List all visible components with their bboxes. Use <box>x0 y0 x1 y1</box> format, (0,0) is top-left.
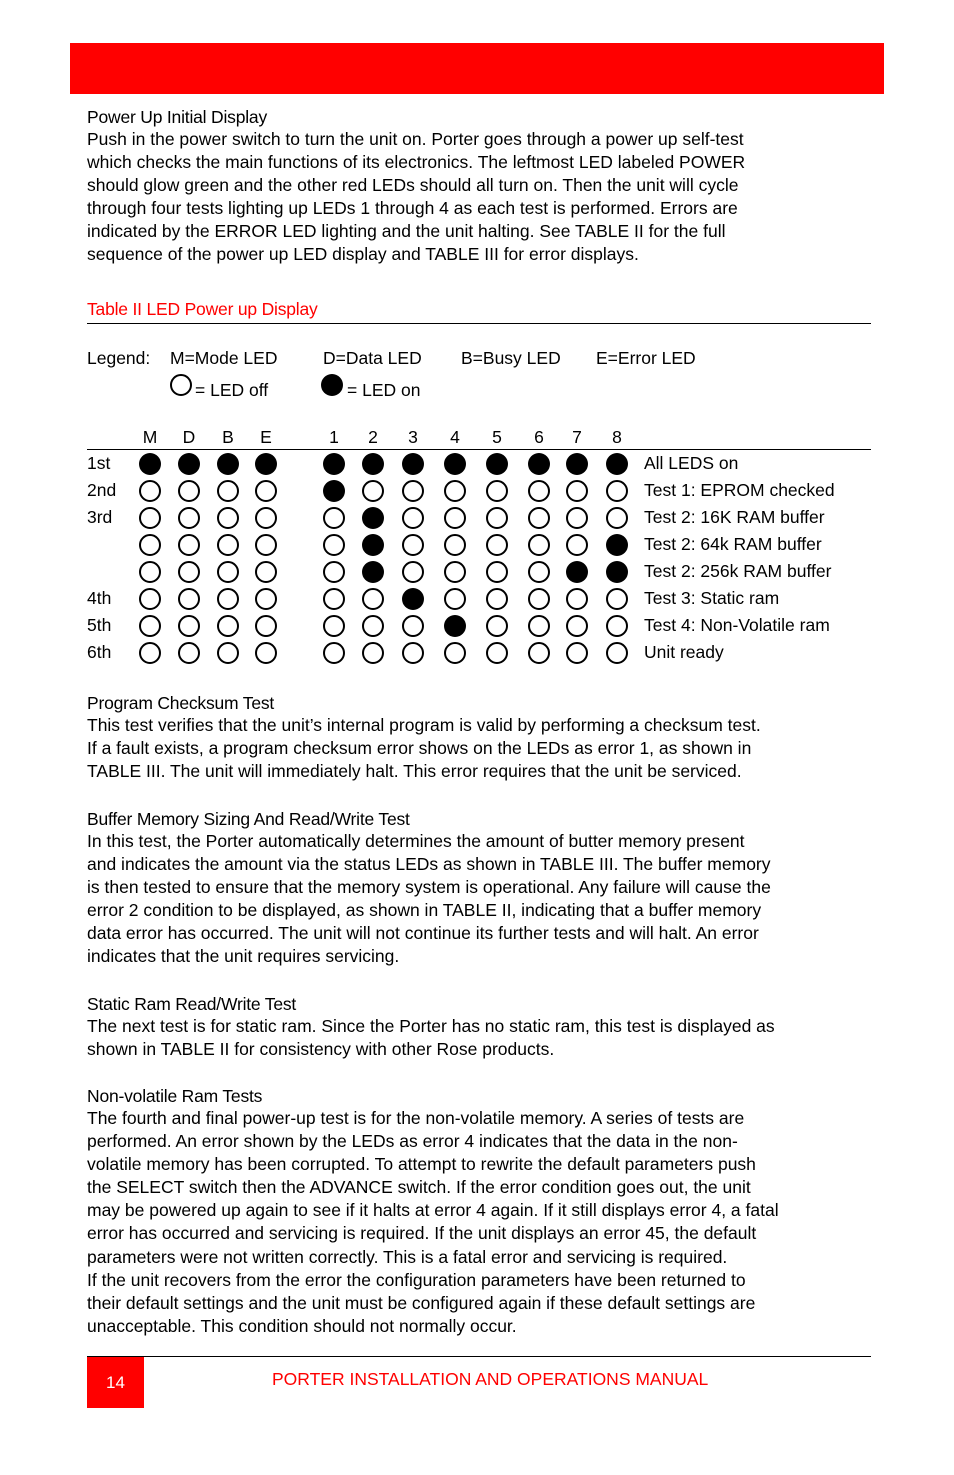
led-off-indicator <box>255 480 277 502</box>
legend-off: = LED off <box>195 380 269 400</box>
row-description: Test 3: Static ram <box>644 588 780 608</box>
led-off-indicator <box>566 642 588 664</box>
led-on-icon <box>321 374 343 396</box>
footer-title: PORTER INSTALLATION AND OPERATIONS MANUAL <box>272 1369 709 1389</box>
column-header-m: M <box>142 427 158 447</box>
led-off-indicator <box>402 615 424 637</box>
led-off-indicator <box>323 561 345 583</box>
led-off-indicator <box>139 534 161 556</box>
led-off-indicator <box>323 507 345 529</box>
row-description: Test 1: EPROM checked <box>644 480 835 500</box>
led-off-indicator <box>444 507 466 529</box>
led-on-indicator <box>178 453 200 475</box>
led-off-indicator <box>178 615 200 637</box>
led-on-indicator <box>362 534 384 556</box>
led-off-indicator <box>528 642 550 664</box>
table-title: Table II LED Power up Display <box>87 299 318 319</box>
led-off-indicator <box>362 615 384 637</box>
led-off-indicator <box>217 507 239 529</box>
buffer-body: In this test, the Porter automatically determines the amount of butter memory present and indicates the amount via the status LEDs as shown in TABLE III. The buffer memory is then tested to ensure that the memory system is operational. Any failure will cause the error 2 condition to be displayed, as shown in TABLE II, indicating that a buffer memory data error has occurred. The unit will not continue its further tests and will halt. An error indicates that the unit requires servicing. <box>87 831 771 967</box>
led-off-indicator <box>566 507 588 529</box>
led-off-indicator <box>528 534 550 556</box>
led-off-indicator <box>566 534 588 556</box>
power-up-heading: Power Up Initial Display <box>87 107 267 127</box>
led-off-indicator <box>217 534 239 556</box>
buffer-heading: Buffer Memory Sizing And Read/Write Test <box>87 809 410 829</box>
led-off-indicator <box>402 534 424 556</box>
column-header-6: 6 <box>534 427 544 447</box>
led-off-indicator <box>139 588 161 610</box>
led-off-indicator <box>566 615 588 637</box>
led-off-indicator <box>217 588 239 610</box>
page-number: 14 <box>87 1357 144 1408</box>
checksum-section <box>87 692 872 783</box>
led-off-indicator <box>255 588 277 610</box>
column-header-2: 2 <box>368 427 378 447</box>
column-header-b: B <box>222 427 234 447</box>
checksum-heading: Program Checksum Test <box>87 693 275 713</box>
led-off-indicator <box>178 507 200 529</box>
column-header-e: E <box>260 427 272 447</box>
led-off-icon <box>170 374 192 396</box>
led-off-indicator <box>606 615 628 637</box>
led-on-indicator <box>528 453 550 475</box>
legend-busy: B=Busy LED <box>461 348 561 368</box>
led-off-indicator <box>444 642 466 664</box>
led-off-indicator <box>255 507 277 529</box>
row-description: All LEDS on <box>644 453 739 473</box>
led-off-indicator <box>402 507 424 529</box>
led-on-indicator <box>444 453 466 475</box>
led-off-indicator <box>444 480 466 502</box>
led-off-indicator <box>139 561 161 583</box>
led-off-indicator <box>566 480 588 502</box>
nvram-section <box>87 1085 872 1338</box>
legend-mode: M=Mode LED <box>170 348 278 368</box>
column-header-3: 3 <box>408 427 418 447</box>
row-label: 4th <box>87 588 112 608</box>
led-on-indicator <box>486 453 508 475</box>
led-off-indicator <box>606 507 628 529</box>
led-off-indicator <box>444 588 466 610</box>
legend-on: = LED on <box>347 380 421 400</box>
power-up-section <box>87 106 872 267</box>
led-on-indicator <box>217 453 239 475</box>
led-off-indicator <box>486 507 508 529</box>
static-ram-section <box>87 993 872 1061</box>
led-off-indicator <box>323 534 345 556</box>
row-description: Unit ready <box>644 642 724 662</box>
row-label: 5th <box>87 615 112 635</box>
led-on-indicator <box>444 615 466 637</box>
led-off-indicator <box>362 642 384 664</box>
nvram-body: The fourth and final power-up test is for the non-volatile memory. A series of tests are performed. An error shown by the LEDs as error 4 indicates that the data in the non- volatile memory has been corrupted. To attempt to rewrite the default parameters push the SELECT switch then the ADVANCE switch. If the error condition goes out, the unit may be powered up again to see if it halts at error 4 again. If it still displays error 4, a fatal error has occurred and servicing is required. If the unit displays an error 45, the default parameters were not written correctly. This is a fatal error and servicing is required. If the unit recovers from the error the configuration parameters have been returned to their default settings and the unit must be configured again if these default settings are unacceptable. This condition should not normally occur. <box>87 1108 779 1336</box>
led-off-indicator <box>217 615 239 637</box>
led-off-indicator <box>217 642 239 664</box>
led-off-indicator <box>402 480 424 502</box>
led-off-indicator <box>528 561 550 583</box>
row-description: Test 2: 256k RAM buffer <box>644 561 832 581</box>
led-off-indicator <box>217 561 239 583</box>
led-off-indicator <box>323 615 345 637</box>
header-bar <box>70 43 884 94</box>
led-on-indicator <box>606 453 628 475</box>
static-ram-heading: Static Ram Read/Write Test <box>87 994 297 1014</box>
nvram-heading: Non-volatile Ram Tests <box>87 1086 263 1106</box>
led-on-indicator <box>362 453 384 475</box>
led-off-indicator <box>255 615 277 637</box>
led-off-indicator <box>217 480 239 502</box>
led-off-indicator <box>255 561 277 583</box>
row-label: 6th <box>87 642 112 662</box>
table-title-rule <box>87 323 871 324</box>
led-on-indicator <box>566 453 588 475</box>
led-off-indicator <box>402 561 424 583</box>
led-on-indicator <box>606 561 628 583</box>
static-ram-body: The next test is for static ram. Since the Porter has no static ram, this test is displayed as shown in TABLE II for consistency with other Rose products. <box>87 1016 775 1060</box>
led-on-indicator <box>255 453 277 475</box>
led-off-indicator <box>178 480 200 502</box>
led-off-indicator <box>486 642 508 664</box>
led-off-indicator <box>444 561 466 583</box>
led-off-indicator <box>486 561 508 583</box>
led-on-indicator <box>566 561 588 583</box>
column-header-d: D <box>182 427 196 447</box>
led-on-indicator <box>323 480 345 502</box>
led-off-indicator <box>606 480 628 502</box>
led-off-indicator <box>139 480 161 502</box>
row-label: 3rd <box>87 507 113 527</box>
led-off-indicator <box>606 642 628 664</box>
column-header-5: 5 <box>492 427 502 447</box>
led-off-indicator <box>606 588 628 610</box>
led-off-indicator <box>139 615 161 637</box>
led-off-indicator <box>486 534 508 556</box>
led-off-indicator <box>486 480 508 502</box>
led-off-indicator <box>486 615 508 637</box>
led-on-indicator <box>402 453 424 475</box>
led-off-indicator <box>528 615 550 637</box>
led-off-indicator <box>255 534 277 556</box>
led-off-indicator <box>402 642 424 664</box>
buffer-section <box>87 808 872 969</box>
row-description: Test 2: 64k RAM buffer <box>644 534 822 554</box>
checksum-body: This test verifies that the unit’s internal program is valid by performing a checksum test. If a fault exists, a program checksum error shows on the LEDs as error 1, as shown in TABLE III. The unit will immediately halt. This error requires that the unit be serviced. <box>87 715 761 782</box>
column-header-7: 7 <box>572 427 582 447</box>
led-on-indicator <box>362 561 384 583</box>
led-off-indicator <box>139 642 161 664</box>
led-off-indicator <box>566 588 588 610</box>
power-up-body: Push in the power switch to turn the unit on. Porter goes through a power up self-test which checks the main functions of its electronics. The leftmost LED labeled POWER should glow green and the other red LEDs should all turn on. Then the unit will cycle through four tests lighting up LEDs 1 through 4 as each test is performed. Errors are indicated by the ERROR LED lighting and the unit halting. See TABLE II for the full sequence of the power up LED display and TABLE III for error displays. <box>87 129 746 265</box>
column-header-1: 1 <box>329 427 339 447</box>
led-off-indicator <box>362 480 384 502</box>
row-label: 1st <box>87 453 111 473</box>
led-off-indicator <box>362 588 384 610</box>
led-off-indicator <box>528 480 550 502</box>
row-description: Test 2: 16K RAM buffer <box>644 507 825 527</box>
led-off-indicator <box>486 588 508 610</box>
legend-data: D=Data LED <box>323 348 422 368</box>
led-off-indicator <box>178 642 200 664</box>
led-on-indicator <box>362 507 384 529</box>
led-on-indicator <box>139 453 161 475</box>
column-header-4: 4 <box>450 427 460 447</box>
led-off-indicator <box>323 642 345 664</box>
led-off-indicator <box>178 588 200 610</box>
led-off-indicator <box>178 561 200 583</box>
led-off-indicator <box>139 507 161 529</box>
led-off-indicator <box>528 588 550 610</box>
legend-error: E=Error LED <box>596 348 696 368</box>
led-on-indicator <box>323 453 345 475</box>
row-description: Test 4: Non-Volatile ram <box>644 615 830 635</box>
led-off-indicator <box>323 588 345 610</box>
led-off-indicator <box>178 534 200 556</box>
led-on-indicator <box>402 588 424 610</box>
led-on-indicator <box>606 534 628 556</box>
footer-rule <box>87 1356 871 1357</box>
column-header-8: 8 <box>612 427 622 447</box>
row-label: 2nd <box>87 480 117 500</box>
led-off-indicator <box>528 507 550 529</box>
led-header-rule <box>87 449 871 450</box>
led-off-indicator <box>255 642 277 664</box>
legend-label: Legend: <box>87 348 151 368</box>
led-off-indicator <box>444 534 466 556</box>
